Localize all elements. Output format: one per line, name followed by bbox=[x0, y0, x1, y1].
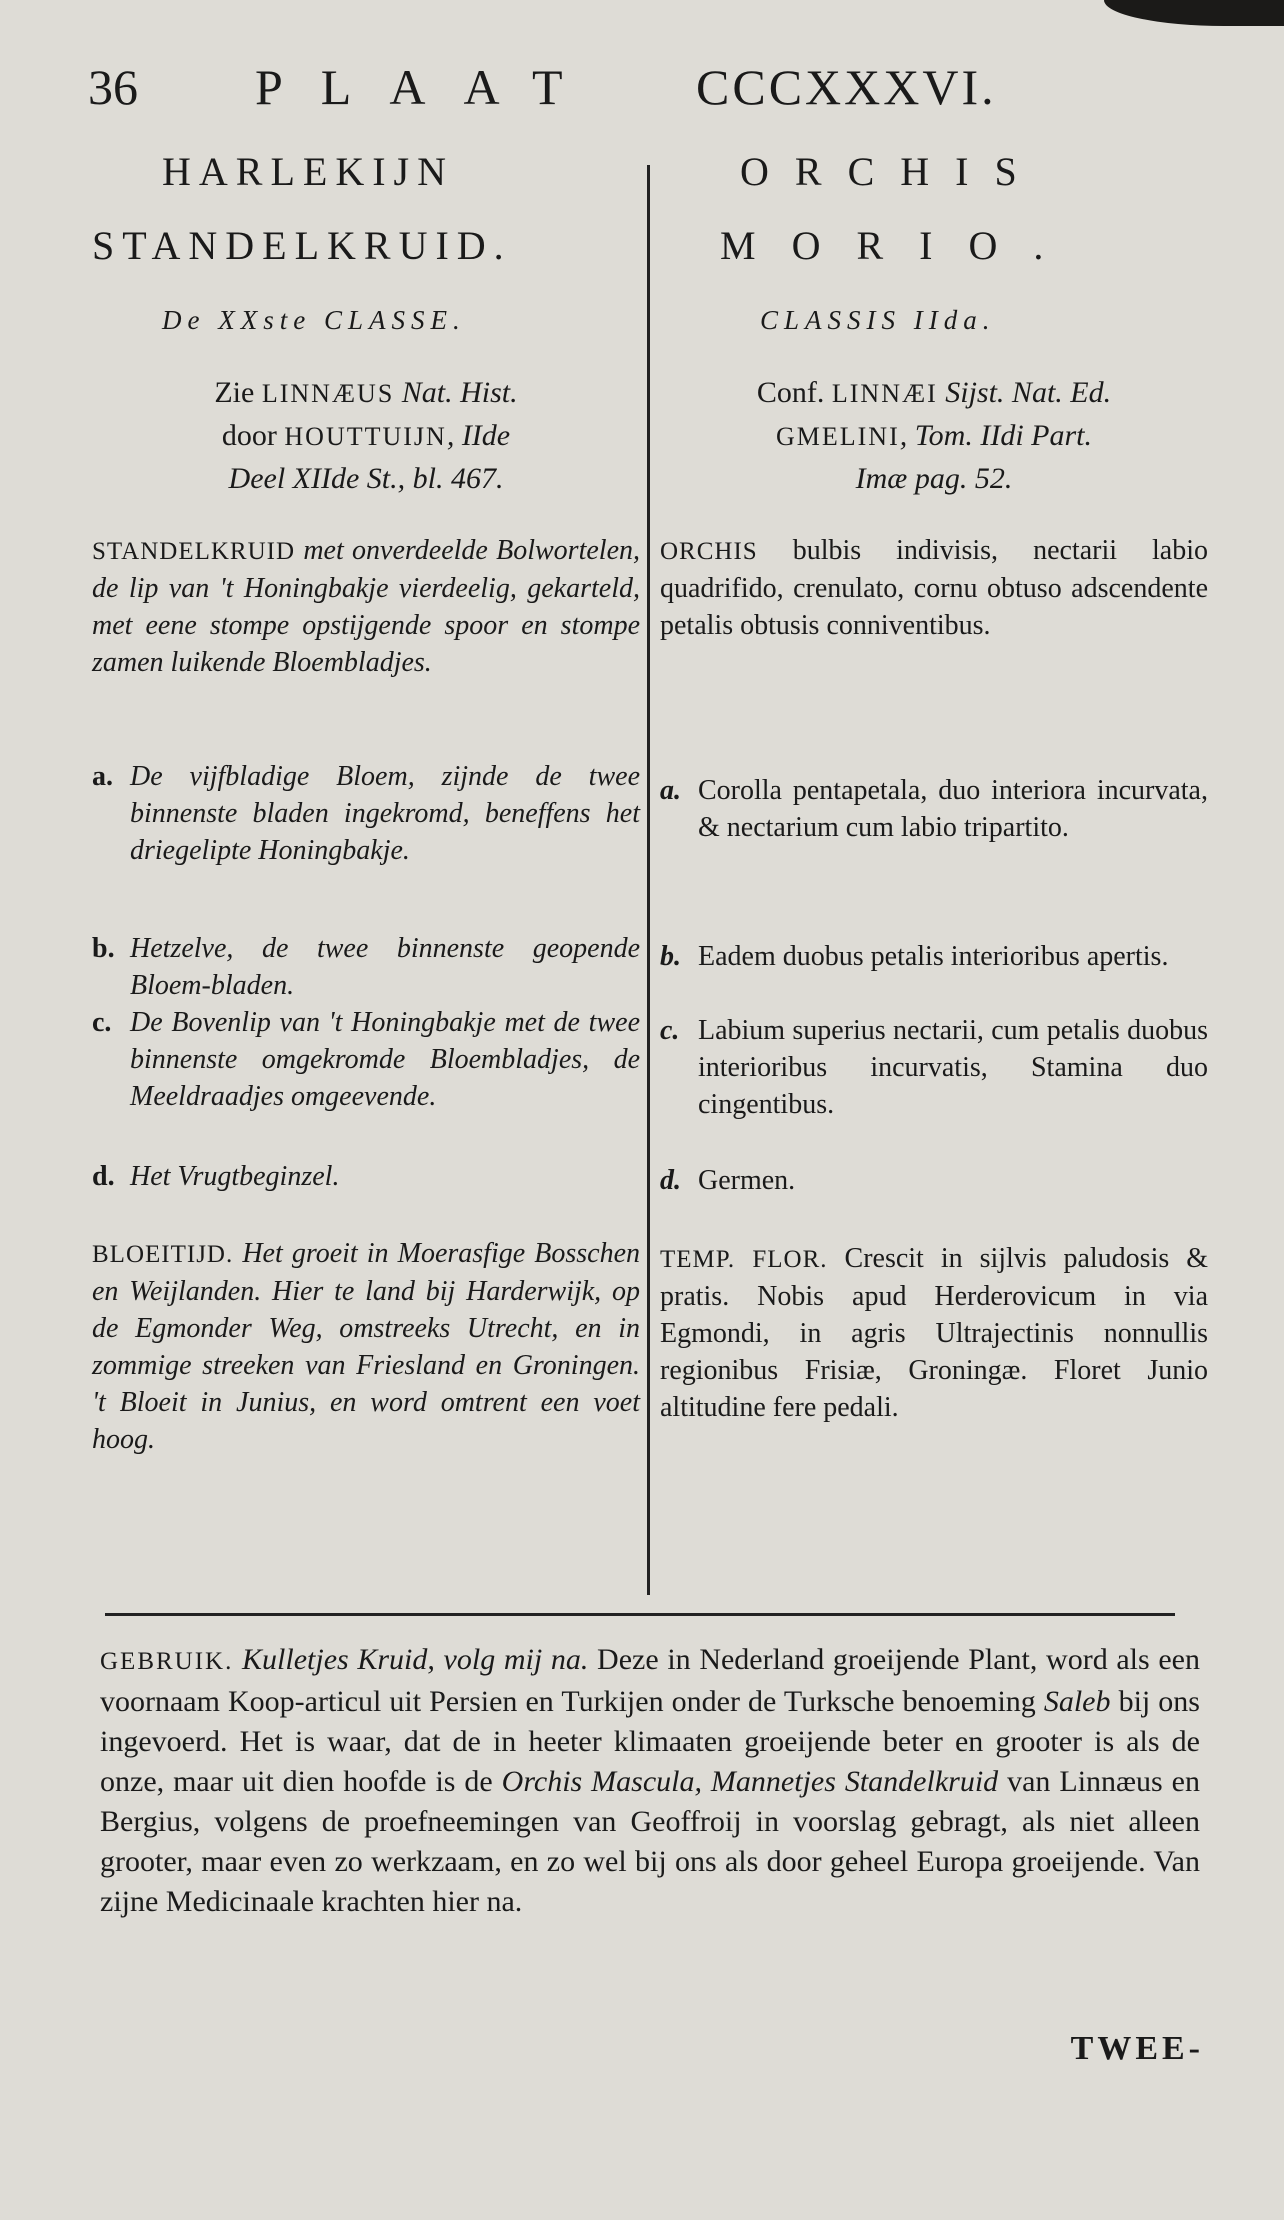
page-corner-shadow bbox=[1104, 0, 1284, 26]
column-divider bbox=[647, 165, 650, 1595]
dutch-item-b: b. Hetzelve, de twee binnenste geopende Bloem-bladen. bbox=[92, 933, 640, 1001]
dutch-item-a: a. De vijfbladige Bloem, zijnde de twee binnenste bladen ingekromd, beneffens het driegelipte Honingbakje. bbox=[92, 761, 640, 866]
plate-word: PLAAT bbox=[255, 59, 601, 115]
dutch-description: STANDELKRUID met onverdeelde Bolwortelen, de lip van 't Honingbakje vierdeelig, gekarteld, met eene stompe opstijgende spoor en stompe zamen luikende Bloembladjes. bbox=[92, 535, 640, 678]
latin-title-line2: MORIO. bbox=[720, 223, 1080, 268]
latin-classis: CLASSIS IIda. bbox=[760, 305, 996, 335]
latin-temp-flor: TEMP. FLOR. Crescit in sijlvis paludosis & pratis. Nobis apud Herderovicum in via Egmondi, in agris Ultrajectinis nonnullis regionibus Frisiæ, Groningæ. Floret Junio altitudine fere pedali. bbox=[660, 1243, 1209, 1423]
gebruik-paragraph: GEBRUIK. Kulletjes Kruid, volg mij na. Deze in Nederland groeijende Plant, word als een voornaam Koop-articul uit Persien en Turkijen onder de Turksche benoeming Saleb bij ons ingevoerd. Het is waar, dat de in heeter klimaaten groeijende beter en grooter is als de onze, maar uit dien hoofde is de Orchis Mascula, Mannetjes Standelkruid van Linnæus en Bergius, volgens de proefneemingen van Geoffroij in voorslag gebragt, als niet alleen grooter, maar even zo werkzaam, en zo wel bij ons als door geheel Europa groeijende. Van zijne Medicinaale krachten hier na. bbox=[100, 1643, 1200, 1918]
catchword: TWEE- bbox=[1070, 2030, 1204, 2067]
dutch-title-line1: HARLEKIJN bbox=[162, 149, 454, 194]
latin-reference: Conf. LINNÆI Sijst. Nat. Ed. GMELINI, Tom. IIdi Part. Imæ pag. 52. bbox=[756, 376, 1112, 495]
dutch-item-c: c. De Bovenlip van 't Honingbakje met de twee binnenste omgekromde Bloembladjes, de Meeldraadjes omgeevende. bbox=[92, 1007, 640, 1112]
section-rule bbox=[105, 1613, 1175, 1616]
latin-description: ORCHIS bulbis indivisis, nectarii labio quadrifido, crenulato, cornu obtuso adscendente petalis obtusis conniventibus. bbox=[660, 535, 1208, 641]
latin-item-d: d. Germen. bbox=[660, 1165, 796, 1196]
latin-item-a: a. Corolla pentapetala, duo interiora incurvata, & nectarium cum labio tripartito. bbox=[660, 775, 1208, 843]
latin-item-c: c. Labium superius nectarii, cum petalis duobus interioribus incurvatis, Stamina duo cingentibus. bbox=[660, 1015, 1208, 1120]
author-gmelini: GMELINI bbox=[775, 422, 900, 451]
running-header bbox=[60, 58, 1220, 128]
dutch-classe: De XXste CLASSE. bbox=[162, 305, 466, 335]
page-number: 36 bbox=[88, 59, 138, 115]
dutch-title-line2: STANDELKRUID. bbox=[92, 223, 512, 268]
dutch-bloeitijd: BLOEITIJD. Het groeit in Moerasfige Bosschen en Weijlanden. Hier te land bij Harderwijk, op de Egmonder Weg, omstreeks Utrecht, en in zommige streeken van Friesland en Groningen. 't Bloeit in Junius, en word omtrent een voet hoog. bbox=[92, 1238, 640, 1455]
latin-title-line1: ORCHIS bbox=[740, 149, 1043, 194]
author-linnaei: LINNÆI bbox=[831, 379, 938, 408]
dutch-reference: Zie LINNÆUS Nat. Hist. door HOUTTUIJN, IIde Deel XIIde St., bl. 467. bbox=[214, 376, 518, 495]
latin-item-b: b. Eadem duobus petalis interioribus apertis. bbox=[660, 941, 1169, 972]
author-linnaeus: LINNÆUS bbox=[261, 379, 395, 408]
author-houttuijn: HOUTTUIJN bbox=[284, 422, 447, 451]
plate-number: CCCXXXVI. bbox=[696, 59, 997, 115]
dutch-item-d: d. Het Vrugtbeginzel. bbox=[92, 1161, 340, 1192]
